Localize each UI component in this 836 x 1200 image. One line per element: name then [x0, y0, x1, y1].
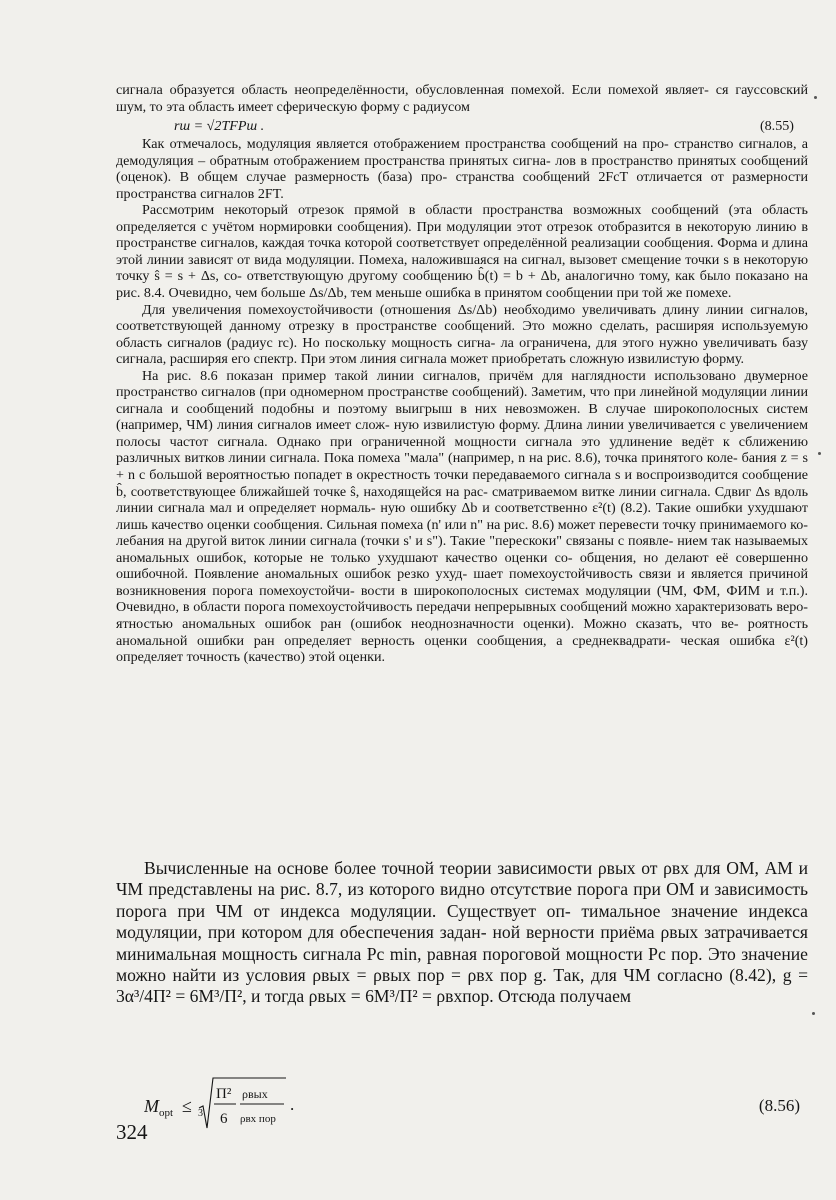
text-line: же помехе.	[666, 285, 732, 302]
eq-root-index: 3	[198, 1108, 203, 1119]
eq-lhs-sub: opt	[159, 1107, 174, 1119]
paragraph-modulation	[116, 136, 808, 202]
text-line: ρвых = ρвых пор = ρвх пор g. Так, для ЧМ согласно (8.42), g = 3α³/4Π² = 6M³/Π², и	[116, 965, 808, 1007]
text-line: сигнала образуется область неопределённости, обусловленная помехой. Если помехой являет-	[116, 82, 709, 98]
text-line: бания z = s + n с большой вероятностью попадет в окрестность точки передаваемого сигнала s	[116, 450, 808, 484]
text-line: витков линии сигнала. Пока помеха "мала" (например, n на рис. 8.6), точка принятого коле-	[184, 450, 738, 467]
paragraph-figure-8-6	[116, 368, 808, 666]
scan-speck	[818, 452, 821, 455]
text-line: Как отмечалось, модуляция является отображением пространства сообщений на про-	[142, 136, 669, 153]
equation-number: (8.55)	[759, 118, 794, 135]
text-line: порога помехоустойчивость передачи непрерывных сообщений можно характеризовать веро-	[244, 599, 808, 616]
page-number: 324	[116, 1120, 148, 1144]
text-line: лебания на другой виток линии сигнала (точки s' и s"). Такие "перескоки" связаны с появле-	[116, 533, 674, 550]
text-line: шает помехоустойчивость связи и является причиной возникновения порога помехоустойчи-	[116, 566, 808, 599]
text-line: сматриваемом витке линии сигнала. Сдвиг Δs вдоль линии сигнала мал и определяет нормаль-	[116, 483, 808, 517]
eq-lhs: M	[144, 1096, 159, 1116]
equation-8-55	[116, 115, 808, 136]
text-line: ответствующую другому сообщению b̂(t) = b + Δb, аналогично тому, как было показано на	[246, 268, 808, 285]
text-line: (эта область определяется с учётом нормировки сообщения). При модуляции этот отрезок	[116, 202, 808, 235]
text-line: Рассмотрим некоторый отрезок прямой в области пространства возможных сообщений	[142, 202, 719, 219]
text-line: Вычисленные на основе более точной теории зависимости ρвых от ρвх для	[144, 858, 721, 878]
eq-relation: ≤	[182, 1096, 192, 1116]
paragraph-threshold	[116, 858, 808, 1008]
text-line: ную извилистую форму. Длина линии увеличивается с увеличением полосы частот сигнала.	[116, 417, 808, 450]
paragraph-noise-immunity	[116, 302, 808, 368]
text-line: при линейной модуляции линии сигнала и сообщений подобны и поэтому выигрыш в них	[116, 384, 808, 417]
text-line: при ОМ и зависимость порога при ЧМ от индекса модуляции. Существует оп-	[116, 879, 808, 921]
scan-speck	[812, 1012, 815, 1015]
scan-speck	[814, 96, 817, 99]
text-line: ной верности приёма ρвых затрачивается минимальная мощность сигнала Pc min,	[116, 922, 808, 964]
text-line: общения, но делают её совершенно ошибочной. Появление аномальных ошибок резко ухуд-	[116, 549, 808, 583]
equation-formula	[144, 1076, 344, 1134]
text-line: ла ограничена, для этого нужно увеличивать базу сигнала, расширяя его спектр. При этом	[116, 334, 808, 368]
eq-tail: .	[290, 1095, 295, 1114]
text-line: сообщения. Сильная помеха (n' или n" на рис. 8.6) может перевести точку принимаемого ко-	[253, 516, 808, 533]
paragraph-segment	[116, 202, 808, 301]
equation-formula: rш = √2TFPш .	[174, 118, 265, 135]
paragraph-intro	[116, 82, 808, 115]
body-text-large	[116, 858, 808, 1008]
text-line: нием так называемых аномальных ошибок, которые не только ухудшают качество оценки со-	[116, 533, 808, 566]
text-line: ную ошибку Δb и соответственно ε²(t) (8.2). Такие ошибки ухудшают лишь качество оценки	[116, 500, 808, 533]
text-line: лов в пространство принятых сообщений (оценок). В общем случае размерность (база) про-	[116, 152, 809, 186]
text-line: вости в широкополосных системах модуляции (ЧМ, ФМ, ФИМ и т.п.). Очевидно, в области	[116, 582, 808, 616]
text-line: На рис. 8.6 показан пример такой линии сигналов, причём для наглядности использовано	[142, 367, 736, 384]
eq-num-a: Π²	[216, 1086, 232, 1102]
text-line: Однако при ограниченной мощности сигнала это удлинение ведёт к сближению различных	[116, 433, 808, 467]
text-line: отобразится в некоторую линию в пространстве сигналов, каждая точка которой соответствует	[116, 218, 809, 252]
eq-den-a: 6	[220, 1111, 228, 1127]
text-line: и воспроизводится сообщение b̂, соответствующее ближайшей точке ŝ, находящейся на рас-	[116, 467, 808, 500]
text-line: роятность аномальной ошибки pан определяет верность оценки сообщения, а среднеквадрати-	[116, 615, 809, 649]
text-line: тимальное значение индекса модуляции, при котором для обеспечения задан-	[116, 900, 808, 943]
text-line: линии сигналов, соответствующей данному отрезку в пространстве сообщений. Это можно	[116, 301, 809, 335]
text-line: Помеха, наложившаяся на сигнал, вызовет смещение точки s в некоторую точку ŝ = s + Δs, со-	[116, 251, 808, 285]
eq-num-b: ρвых	[242, 1087, 268, 1101]
text-line: линия сигнала может приобретать сложную извилистую форму.	[360, 351, 744, 368]
text-line: странства сообщений 2FcT отличается от размерности пространства сигналов 2FT.	[116, 169, 808, 202]
text-line: невозможен. В случае широкополосных систем (например, ЧМ) линия сигналов имеет слож-	[116, 400, 808, 434]
text-line: равная пороговой мощности Pc пор. Это значение можно найти из условия	[116, 943, 808, 986]
text-line: тогда ρвых = 6M³/Π² = ρвхпор. Отсюда получаем	[264, 986, 632, 1007]
text-line: ОМ, АМ и ЧМ представлены на рис. 8.7, из которого видно отсутствие порога	[116, 858, 809, 900]
eq-den-b: ρвх пор	[240, 1113, 276, 1125]
text-line: ятностью аномальных ошибок pан (ошибок неоднозначности оценки). Можно сказать, что ве-	[116, 615, 739, 632]
text-line: странство сигналов, а демодуляция – обратным отображением пространства принятых сигна-	[116, 136, 808, 169]
text-line: ся гауссовский шум, то эта область имеет сферическую форму с радиусом	[116, 82, 809, 115]
text-line: двумерное пространство сигналов (при одномерном пространстве сообщений). Заметим, что	[116, 367, 808, 401]
text-line: сделать, расширяя используемую область сигналов (радиус rc). Но поскольку мощность сигна-	[116, 318, 808, 351]
equation-8-56	[116, 1072, 808, 1134]
text-line: рис. 8.4. Очевидно, чем больше Δs/Δb, тем меньше ошибка в принятом сообщении при той	[116, 285, 663, 302]
body-text-small	[116, 82, 808, 666]
equation-number: (8.56)	[758, 1096, 800, 1115]
text-line: Для увеличения помехоустойчивости (отношения Δs/Δb) необходимо увеличивать длину	[142, 301, 700, 318]
text-line: определённой реализации сообщения. Форма и длина этой линии зависят от вида модуляции.	[116, 235, 808, 268]
text-line: ческая ошибка ε²(t) определяет точность (качество) этой оценки.	[116, 632, 808, 666]
